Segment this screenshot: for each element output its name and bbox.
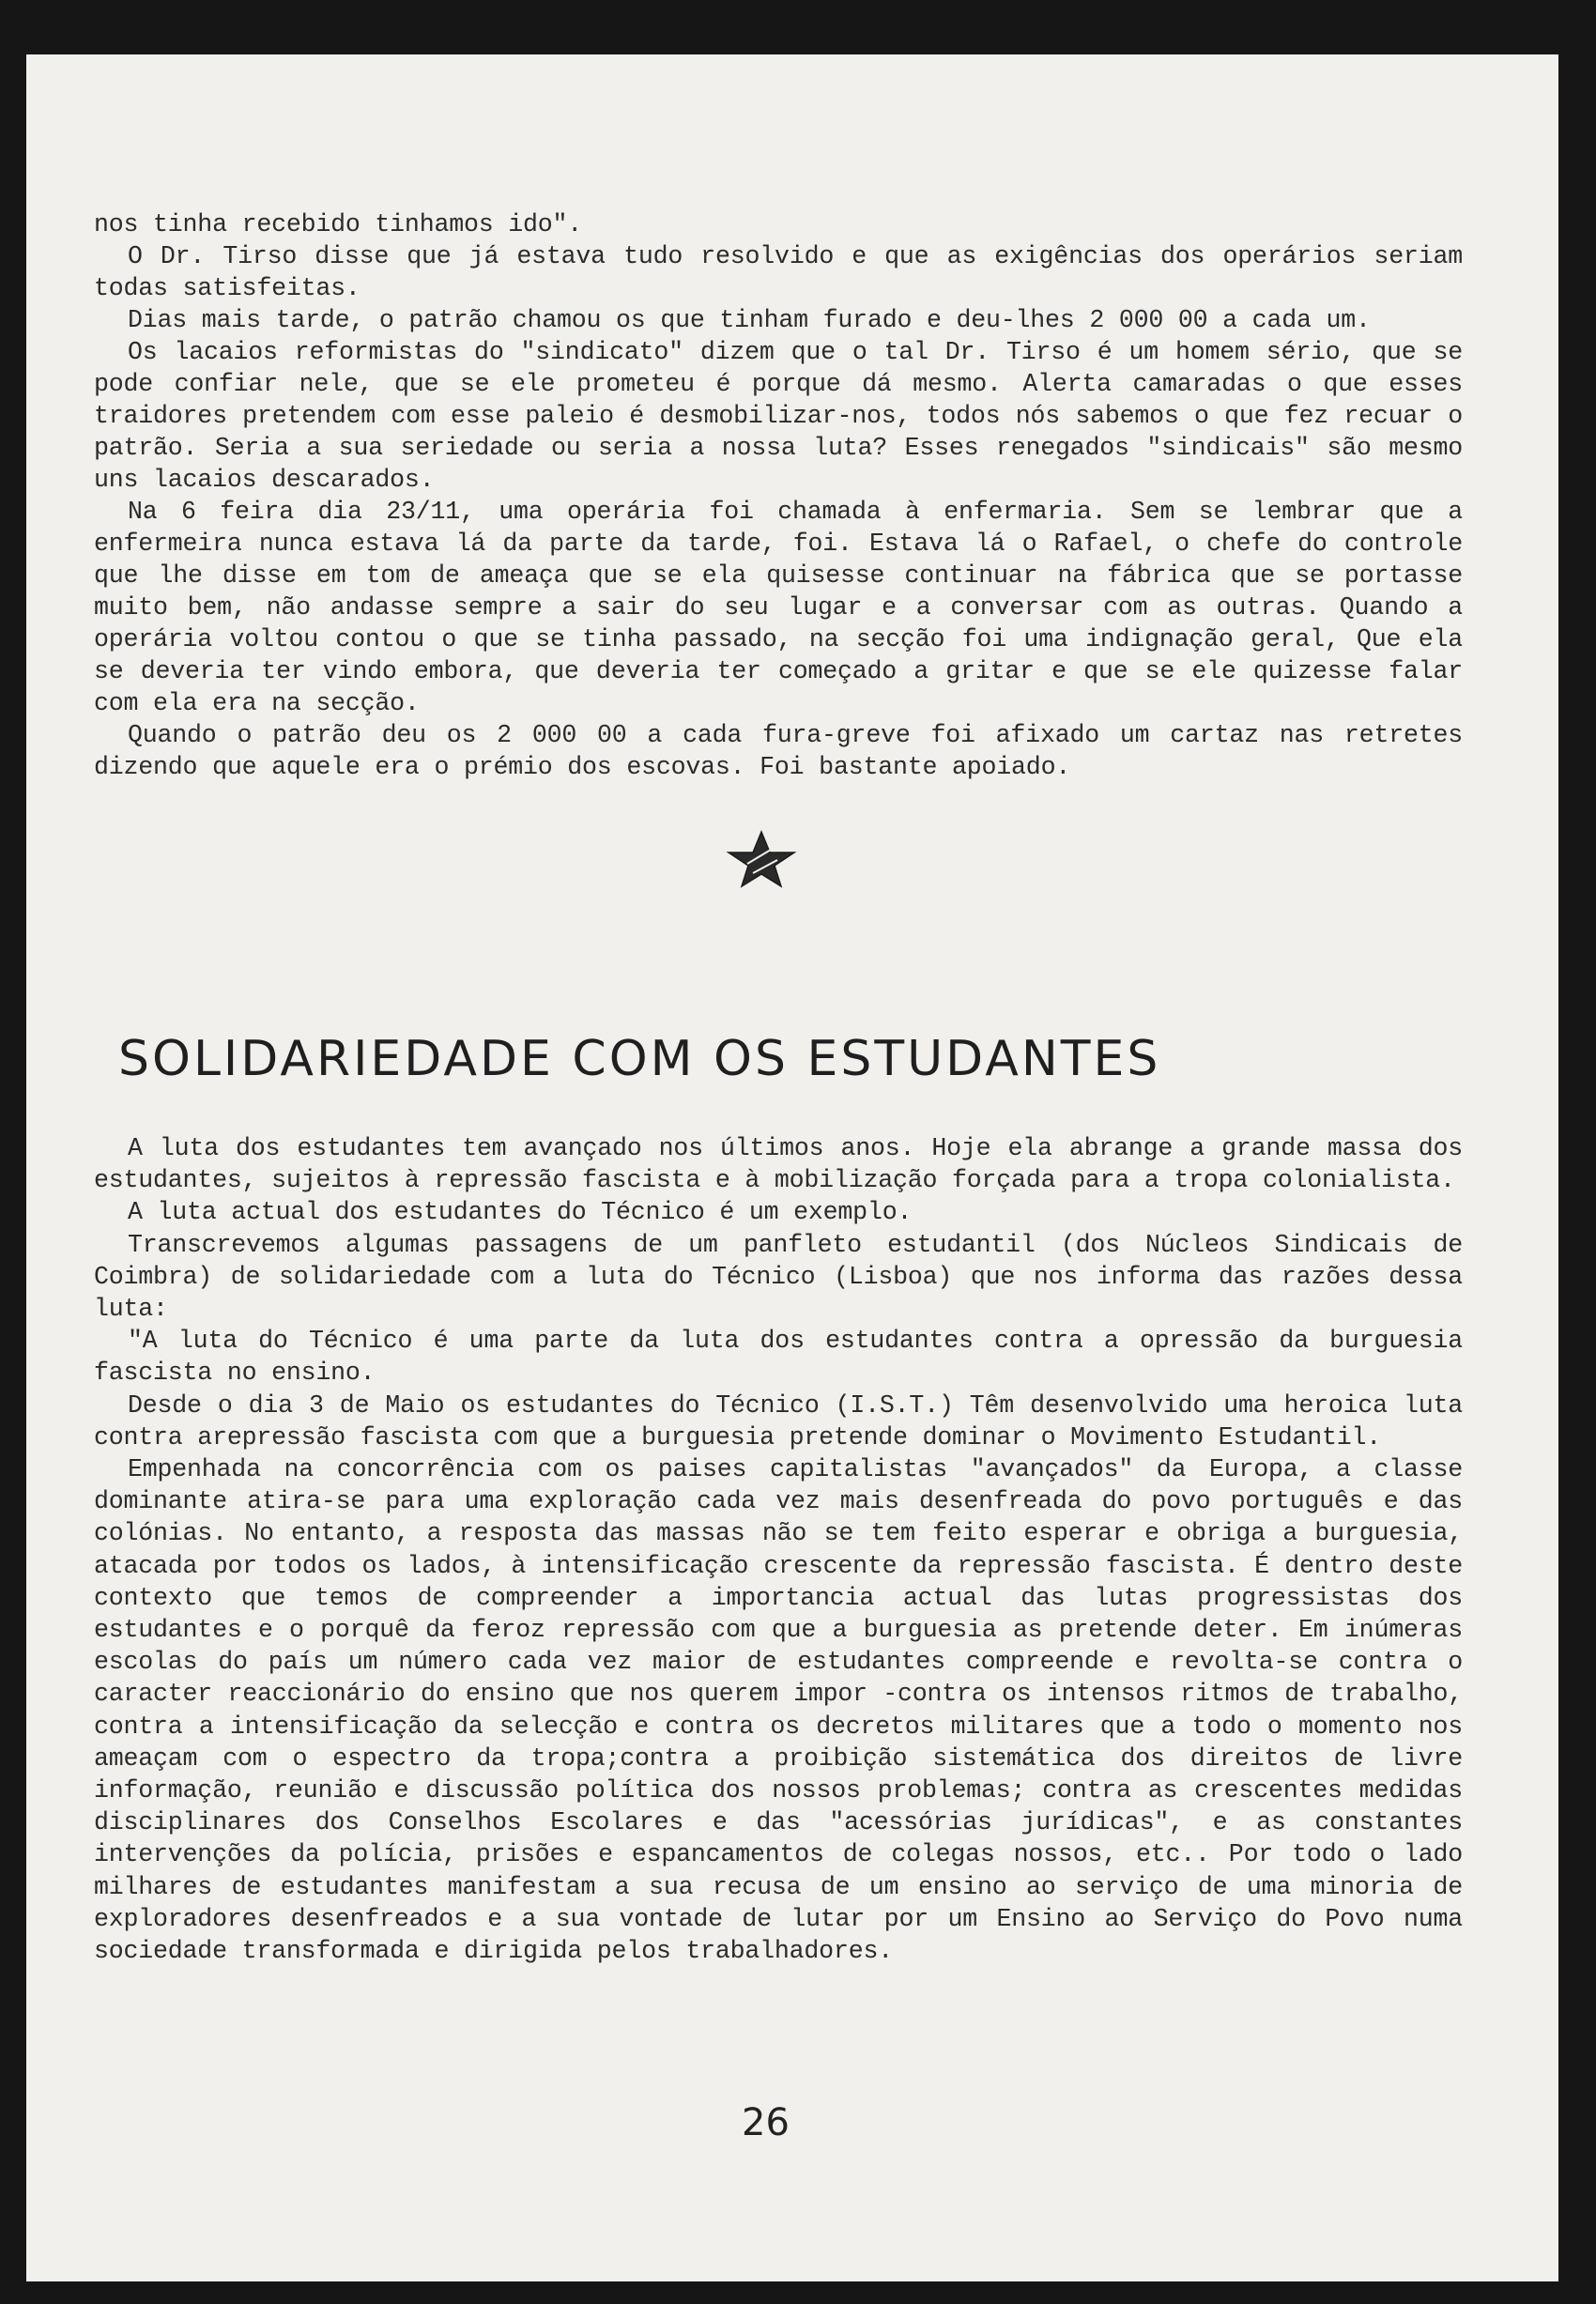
paragraph: Na 6 feira dia 23/11, uma operária foi chamada à enfermaria. Sem se lembrar que a enfermeira nunca estava lá da parte da tarde, foi. Estava lá o Rafael, o chefe do controle que lhe disse em tom de ameaça que se ela quisesse continuar na fábrica que se portasse muito bem, não andasse sempre a sair do seu lugar e a conversar com as outras. Quando a operária voltou contou o que se tinha passado, na secção foi uma indignação geral, Que ela se deveria ter vindo embora, que deveria ter começado a gritar e que se ele quizesse falar com ela era na secção. <box>94 498 1463 717</box>
paragraph: Empenhada na concorrência com os paises capitalistas "avançados" da Europa, a classe dominante atira-se para uma exploração cada vez mais desenfreada do povo português e das colónias. No entanto, a resposta das massas não se tem feito esperar e obriga a burguesia, atacada por todos os lados, à intensificação crescente da repressão fascista. É dentro deste contexto que temos de compreender a importancia actual das lutas progressistas dos estudantes e o porquê da feroz repressão com que a burguesia as pretende deter. Em inúmeras escolas do país um número cada vez maior de estudantes compreende e revolta-se contra o caracter reaccionário do ensino que nos querem impor -contra os intensos ritmos de trabalho, contra a intensificação da selecção e contra os decretos militares que a todo o momento nos ameaçam com o espectro da tropa;contra a proibição sistemática dos direitos de livre informação, reunião e discussão política dos nossos problemas; contra as crescentes medidas disciplinares dos Conselhos Escolares e das "acessórias jurídicas", e as constantes intervenções da polícia, prisões e espancamentos de colegas nossos, etc.. Por todo o lado milhares de estudantes manifestam a sua recusa de um ensino ao serviço de uma minoria de exploradores desenfreados e a sua vontade de lutar por um Ensino ao Serviço do Povo numa sociedade transformada e dirigida pelos trabalhadores. <box>94 1455 1463 1966</box>
paragraph: A luta dos estudantes tem avançado nos últimos anos. Hoje ela abrange a grande massa dos estudantes, sujeitos à repressão fascista e à mobilização forçada para a tropa colonialista. <box>94 1134 1463 1195</box>
paragraph: Dias mais tarde, o patrão chamou os que tinham furado e deu-lhes 2 000 00 a cada um. <box>128 306 1371 334</box>
paragraph: A luta actual dos estudantes do Técnico é um exemplo. <box>128 1198 913 1227</box>
paragraph: Transcrevemos algumas passagens de um panfleto estudantil (dos Núcleos Sindicais de Coimbra) de solidariedade com a luta do Técnico (Lisboa) que nos informa das razões dessa luta: <box>94 1230 1463 1324</box>
section-heading: SOLIDARIEDADE COM OS ESTUDANTES <box>118 1031 1161 1087</box>
star-emblem-icon <box>719 826 804 892</box>
paragraph: "A luta do Técnico é uma parte da luta dos estudantes contra a opressão da burguesia fascista no ensino. <box>94 1327 1463 1388</box>
bottom-text-block <box>94 1132 1463 1967</box>
paragraph: Os lacaios reformistas do "sindicato" dizem que o tal Dr. Tirso é um homem sério, que se pode confiar nele, que se ele prometeu é porque dá mesmo. Alerta camaradas o que esses traidores pretendem com esse paleio é desmobilizar-nos, todos nós sabemos o que fez recuar o patrão. Seria a sua seriedade ou seria a nossa luta? Esses renegados "sindicais" são mesmo uns lacaios descarados. <box>94 338 1463 494</box>
top-text-block <box>94 208 1463 783</box>
paragraph: nos tinha recebido tinhamos ido". <box>94 210 583 238</box>
paragraph: Quando o patrão deu os 2 000 00 a cada fura-greve foi afixado um cartaz nas retretes dizendo que aquele era o prémio dos escovas. Foi bastante apoiado. <box>94 721 1463 781</box>
paragraph: Desde o dia 3 de Maio os estudantes do Técnico (I.S.T.) Têm desenvolvido uma heroica luta contra arepressão fascista com que a burguesia pretende dominar o Movimento Estudantil. <box>94 1390 1463 1452</box>
document-page <box>26 54 1558 2281</box>
paragraph: O Dr. Tirso disse que já estava tudo resolvido e que as exigências dos operários seriam todas satisfeitas. <box>94 242 1463 302</box>
page-number: 26 <box>742 2101 790 2144</box>
